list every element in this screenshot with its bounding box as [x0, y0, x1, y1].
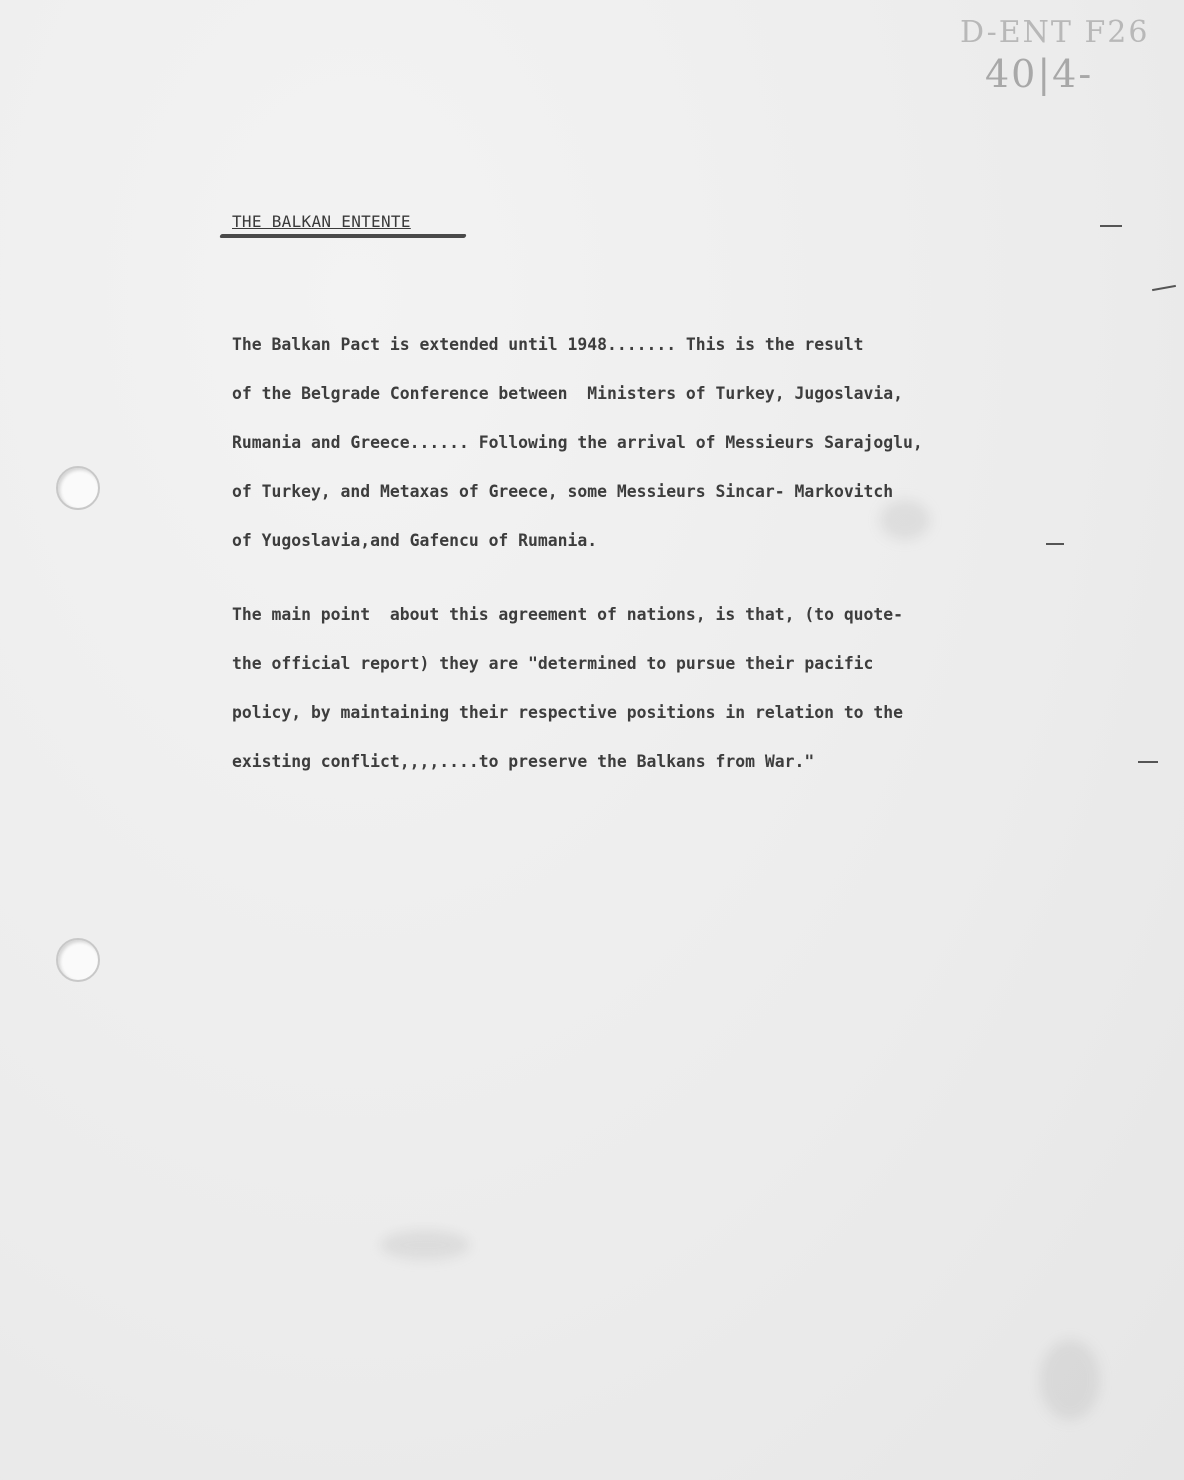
margin-mark [1138, 761, 1158, 763]
text-line: policy, by maintaining their respective positions in relation to the [232, 703, 904, 722]
file-mark-number: 40|4- [985, 52, 1094, 96]
text-line: of the Belgrade Conference between Ministers of Turkey, Jugoslavia, [232, 384, 904, 403]
page-smudge [380, 1230, 470, 1260]
punch-hole-bottom [56, 938, 100, 982]
text-line: The main point about this agreement of nations, is that, (to quote- [232, 605, 904, 624]
text-line: the official report) they are "determined to pursue their pacific [232, 654, 874, 673]
margin-mark [1152, 285, 1176, 291]
punch-hole-top [56, 466, 100, 510]
text-line: of Turkey, and Metaxas of Greece, some Messieurs Sincar- Markovitch [232, 482, 894, 501]
margin-mark [1100, 225, 1122, 227]
paragraph-1 [232, 320, 1112, 565]
title-underline [219, 234, 466, 238]
document-title: THE BALKAN ENTENTE [232, 212, 411, 231]
text-line: The Balkan Pact is extended until 1948....... This is the result [232, 335, 864, 354]
text-line: existing conflict,,,,....to preserve the Balkans from War." [232, 752, 815, 771]
page-smudge [1040, 1340, 1100, 1420]
file-mark-code: D-ENT F26 [960, 15, 1150, 50]
paragraph-2 [232, 590, 1112, 786]
text-line: of Yugoslavia,and Gafencu of Rumania. [232, 531, 598, 550]
text-line: Rumania and Greece...... Following the arrival of Messieurs Sarajoglu, [232, 433, 923, 452]
